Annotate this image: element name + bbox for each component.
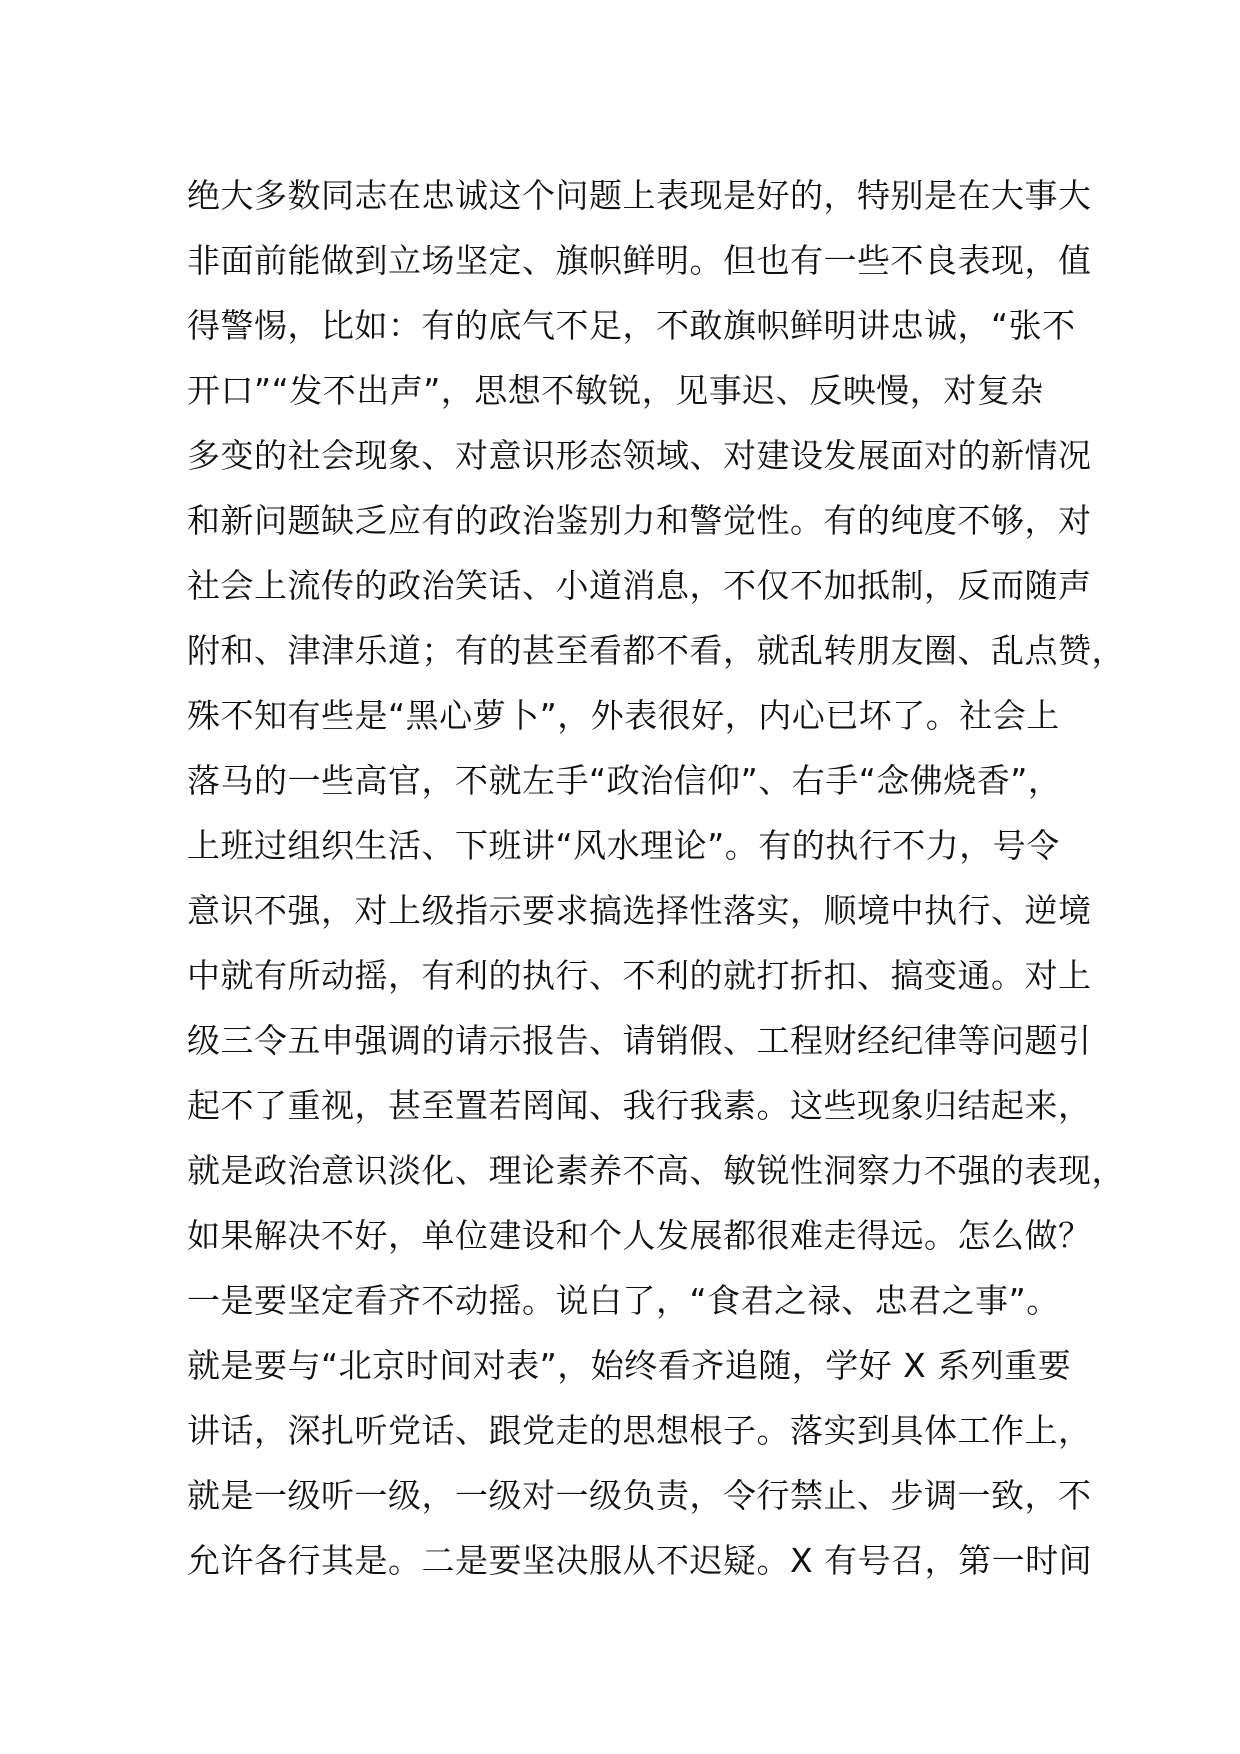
- text-line: 殊不知有些是“黑心萝卜”，外表很好，内心已坏了。社会上: [187, 696, 1060, 735]
- text-line: 就是一级听一级，一级对一级负责，令行禁止、步调一致，不: [187, 1476, 1092, 1515]
- text-line: 一是要坚定看齐不动摇。说白了，“食君之禄、忠君之事”。: [187, 1281, 1060, 1320]
- text-line: 落马的一些高官，不就左手“政治信仰”、右手“念佛烧香”，: [187, 761, 1062, 800]
- text-line: 社会上流传的政治笑话、小道消息，不仅不加抵制，反而随声: [187, 566, 1092, 605]
- text-line: 就是要与“北京时间对表”，始终看齐追随，学好 X 系列重要: [187, 1346, 1072, 1385]
- text-line: 意识不强，对上级指示要求搞选择性落实，顺境中执行、逆境: [187, 891, 1092, 930]
- text-line: 中就有所动摇，有利的执行、不利的就打折扣、搞变通。对上: [187, 956, 1092, 995]
- text-line: 级三令五申强调的请示报告、请销假、工程财经纪律等问题引: [187, 1021, 1092, 1060]
- text-line: 得警惕，比如：有的底气不足，不敢旗帜鲜明讲忠诚，“张不: [187, 306, 1076, 345]
- body-text: [187, 163, 1125, 1593]
- text-line: 起不了重视，甚至置若罔闻、我行我素。这些现象归结起来，: [187, 1086, 1092, 1125]
- text-line: 上班过组织生活、下班讲“风水理论”。有的执行不力，号令: [187, 826, 1060, 865]
- text-line: 开口”“发不出声”，思想不敏锐，见事迟、反映慢，对复杂: [187, 371, 1044, 410]
- text-line: 附和、津津乐道；有的甚至看都不看，就乱转朋友圈、乱点赞，: [187, 631, 1125, 670]
- text-line: 允许各行其是。二是要坚决服从不迟疑。X 有号召，第一时间: [187, 1541, 1093, 1580]
- text-line: 多变的社会现象、对意识形态领域、对建设发展面对的新情况: [187, 436, 1092, 475]
- text-line: 和新问题缺乏应有的政治鉴别力和警觉性。有的纯度不够，对: [187, 501, 1092, 540]
- text-line: 如果解决不好，单位建设和个人发展都很难走得远。怎么做？: [187, 1216, 1092, 1255]
- text-line: 讲话，深扎听党话、跟党走的思想根子。落实到具体工作上，: [187, 1411, 1092, 1450]
- text-line: 非面前能做到立场坚定、旗帜鲜明。但也有一些不良表现，值: [187, 241, 1092, 280]
- text-line: 绝大多数同志在忠诚这个问题上表现是好的，特别是在大事大: [187, 176, 1092, 215]
- text-line: 就是政治意识淡化、理论素养不高、敏锐性洞察力不强的表现，: [187, 1151, 1125, 1190]
